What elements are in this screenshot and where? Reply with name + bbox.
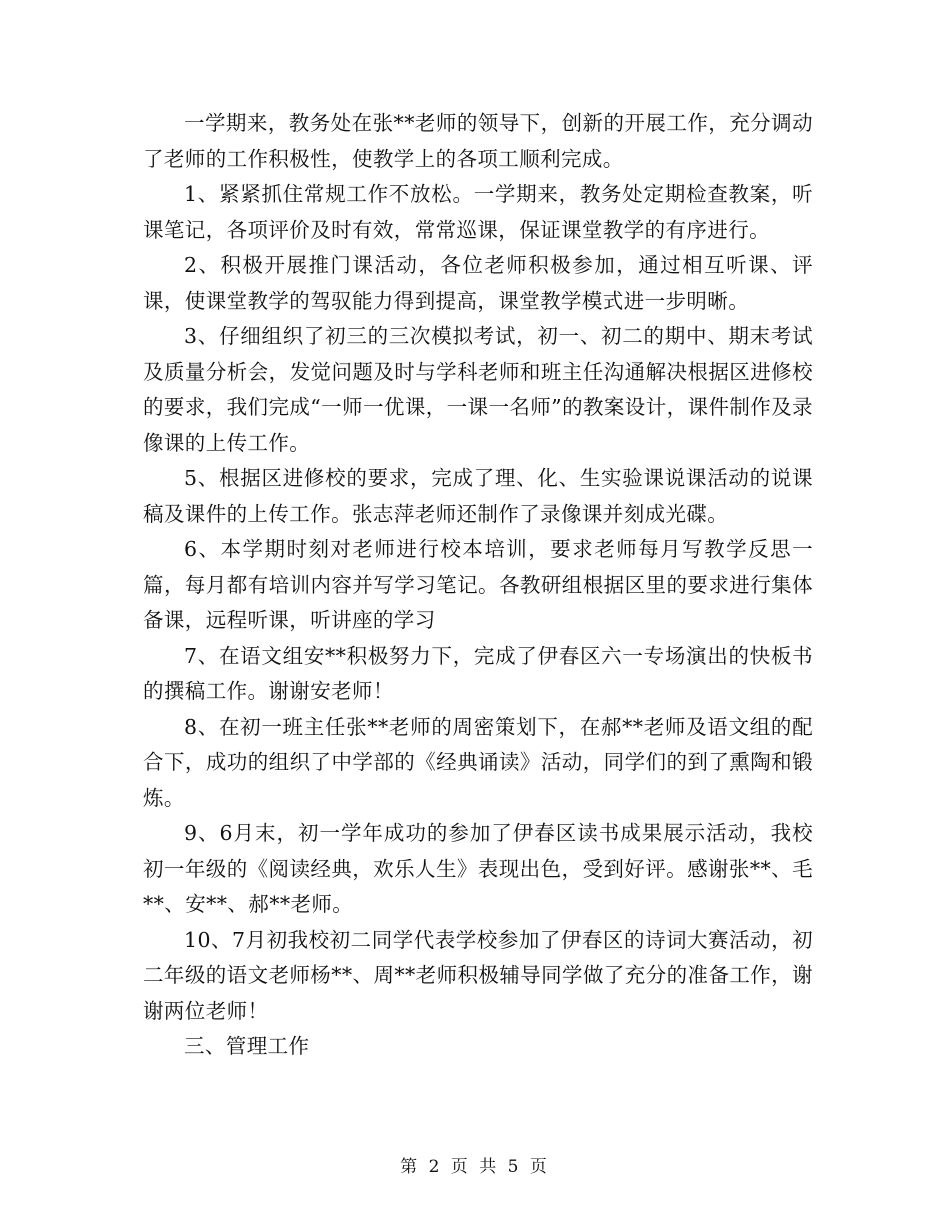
document-body — [143, 106, 813, 1065]
section-heading-management: 三、管理工作 — [184, 1034, 310, 1058]
paragraph-item-1: 1、紧紧抓住常规工作不放松。一学期来，教务处定期检查教案，听课笔记，各项评价及时有效，常常巡课，保证课堂教学的有序进行。 — [143, 182, 813, 242]
paragraph-item-7: 7、在语文组安**积极努力下，完成了伊春区六一专场演出的快板书的撰稿工作。谢谢安老师！ — [143, 643, 813, 703]
paragraph-item-10: 10、7月初我校初二同学代表学校参加了伊春区的诗词大赛活动，初二年级的语文老师杨**、周**老师积极辅导同学做了充分的准备工作，谢谢两位老师！ — [143, 927, 813, 1023]
paragraph-item-6: 6、本学期时刻对老师进行校本培训，要求老师每月写教学反思一篇，每月都有培训内容并写学习笔记。各教研组根据区里的要求进行集体备课，远程听课，听讲座的学习 — [143, 537, 813, 632]
paragraph-item-3: 3、仔细组织了初三的三次模拟考试，初一、初二的期中、期末考试及质量分析会，发觉问题及时与学科老师和班主任沟通解决根据区进修校的要求，我们完成“一师一优课，一课一名师”的教案设计，课件制作及录像课的上传工作。 — [143, 324, 813, 455]
page-number-footer: 第 2 页 共 5 页 — [400, 1157, 550, 1177]
paragraph-item-5: 5、根据区进修校的要求，完成了理、化、生实验课说课活动的说课稿及课件的上传工作。张志萍老师还制作了录像课并刻成光碟。 — [143, 466, 813, 526]
paragraph-intro: 一学期来，教务处在张**老师的领导下，创新的开展工作，充分调动了老师的工作积极性，使教学上的各项工顺利完成。 — [143, 111, 813, 171]
paragraph-item-9: 9、6月末，初一学年成功的参加了伊春区读书成果展示活动，我校初一年级的《阅读经典，欢乐人生》表现出色，受到好评。感谢张**、毛**、安**、郝**老师。 — [143, 821, 813, 916]
paragraph-item-2: 2、积极开展推门课活动，各位老师积极参加，通过相互听课、评课，使课堂教学的驾驭能力得到提高，课堂教学模式进一步明晰。 — [143, 253, 813, 313]
paragraph-item-8: 8、在初一班主任张**老师的周密策划下，在郝**老师及语文组的配合下，成功的组织了中学部的《经典诵读》活动，同学们的到了熏陶和锻炼。 — [143, 714, 813, 810]
